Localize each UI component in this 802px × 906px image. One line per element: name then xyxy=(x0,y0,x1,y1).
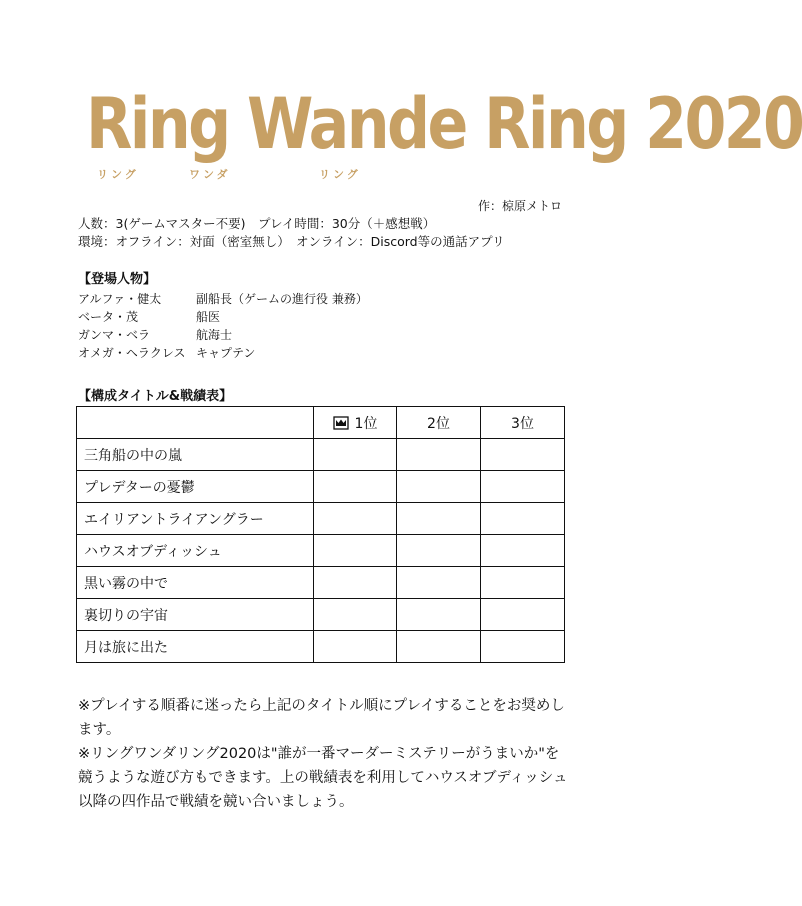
info-players-time: 人数：3(ゲームマスター不要) プレイ時間：30分（＋感想戦） xyxy=(78,216,436,231)
title-ruby-3: リング xyxy=(319,168,361,181)
score-cell xyxy=(481,631,565,663)
character-role: 航海士 xyxy=(196,328,233,342)
title-cell: 三角船の中の嵐 xyxy=(77,439,314,471)
character-row xyxy=(78,344,255,361)
score-cell xyxy=(314,599,397,631)
table-row xyxy=(77,631,565,663)
title-ruby-2: ワンダ xyxy=(189,168,231,181)
header-blank-cell xyxy=(77,407,314,439)
table-row xyxy=(77,535,565,567)
notes xyxy=(78,694,570,814)
score-table-heading: 【構成タイトル&戦績表】 xyxy=(78,389,233,404)
score-cell xyxy=(397,471,481,503)
title-cell: 月は旅に出た xyxy=(77,631,314,663)
character-role: キャプテン xyxy=(196,346,256,360)
score-table-header-row xyxy=(77,407,565,439)
score-cell xyxy=(481,567,565,599)
crown-icon xyxy=(333,416,349,430)
table-row xyxy=(77,439,565,471)
header-third-place: 3位 xyxy=(481,407,565,439)
score-cell xyxy=(481,471,565,503)
score-cell xyxy=(481,599,565,631)
score-cell xyxy=(397,567,481,599)
character-name: オメガ・ヘラクレス xyxy=(78,346,186,360)
score-cell xyxy=(314,631,397,663)
score-cell xyxy=(314,535,397,567)
score-cell xyxy=(397,439,481,471)
character-row xyxy=(78,326,232,343)
characters-heading: 【登場人物】 xyxy=(78,272,157,287)
character-name: ガンマ・ベラ xyxy=(78,328,151,342)
character-name: アルファ・健太 xyxy=(78,292,162,306)
info-environment: 環境：オフライン：対面（密室無し） オンライン：Discord等の通話アプリ xyxy=(78,234,505,249)
score-cell xyxy=(314,439,397,471)
title-cell: 黒い霧の中で xyxy=(77,567,314,599)
score-table xyxy=(76,406,565,663)
character-row xyxy=(78,308,220,325)
score-cell xyxy=(314,567,397,599)
col-label: 1位 xyxy=(354,415,378,432)
title-cell: プレデターの憂鬱 xyxy=(77,471,314,503)
title-cell: エイリアントライアングラー xyxy=(77,503,314,535)
note-competition: ※リングワンダリング2020は"誰が一番マーダーミステリーがうまいか"を競うような遊び方もできます。上の戦績表を利用してハウスオブディッシュ以降の四作品で戦績を競い合いましょう。 xyxy=(78,746,568,810)
score-cell xyxy=(314,471,397,503)
score-cell xyxy=(397,599,481,631)
header-first-place xyxy=(314,407,397,439)
score-cell xyxy=(481,503,565,535)
table-row xyxy=(77,503,565,535)
note-play-order: ※プレイする順番に迷ったら上記のタイトル順にプレイすることをお奨めします。 xyxy=(78,698,565,738)
score-cell xyxy=(397,503,481,535)
score-cell xyxy=(314,503,397,535)
score-cell xyxy=(397,631,481,663)
table-row xyxy=(77,567,565,599)
header-second-place: 2位 xyxy=(397,407,481,439)
character-name: ベータ・茂 xyxy=(78,310,139,324)
character-role: 船医 xyxy=(196,310,221,324)
title-cell: 裏切りの宇宙 xyxy=(77,599,314,631)
character-row xyxy=(78,290,368,307)
title-block xyxy=(0,83,802,194)
table-row xyxy=(77,599,565,631)
score-cell xyxy=(481,439,565,471)
title-cell: ハウスオブディッシュ xyxy=(77,535,314,567)
game-title: Ring Wande Ring 2020 xyxy=(86,83,802,165)
score-cell xyxy=(397,535,481,567)
table-row xyxy=(77,471,565,503)
score-cell xyxy=(481,535,565,567)
character-role: 副船長（ゲームの進行役 兼務） xyxy=(196,292,368,306)
author: 作：椋原メトロ xyxy=(477,199,562,213)
title-ruby-1: リング xyxy=(97,168,139,181)
